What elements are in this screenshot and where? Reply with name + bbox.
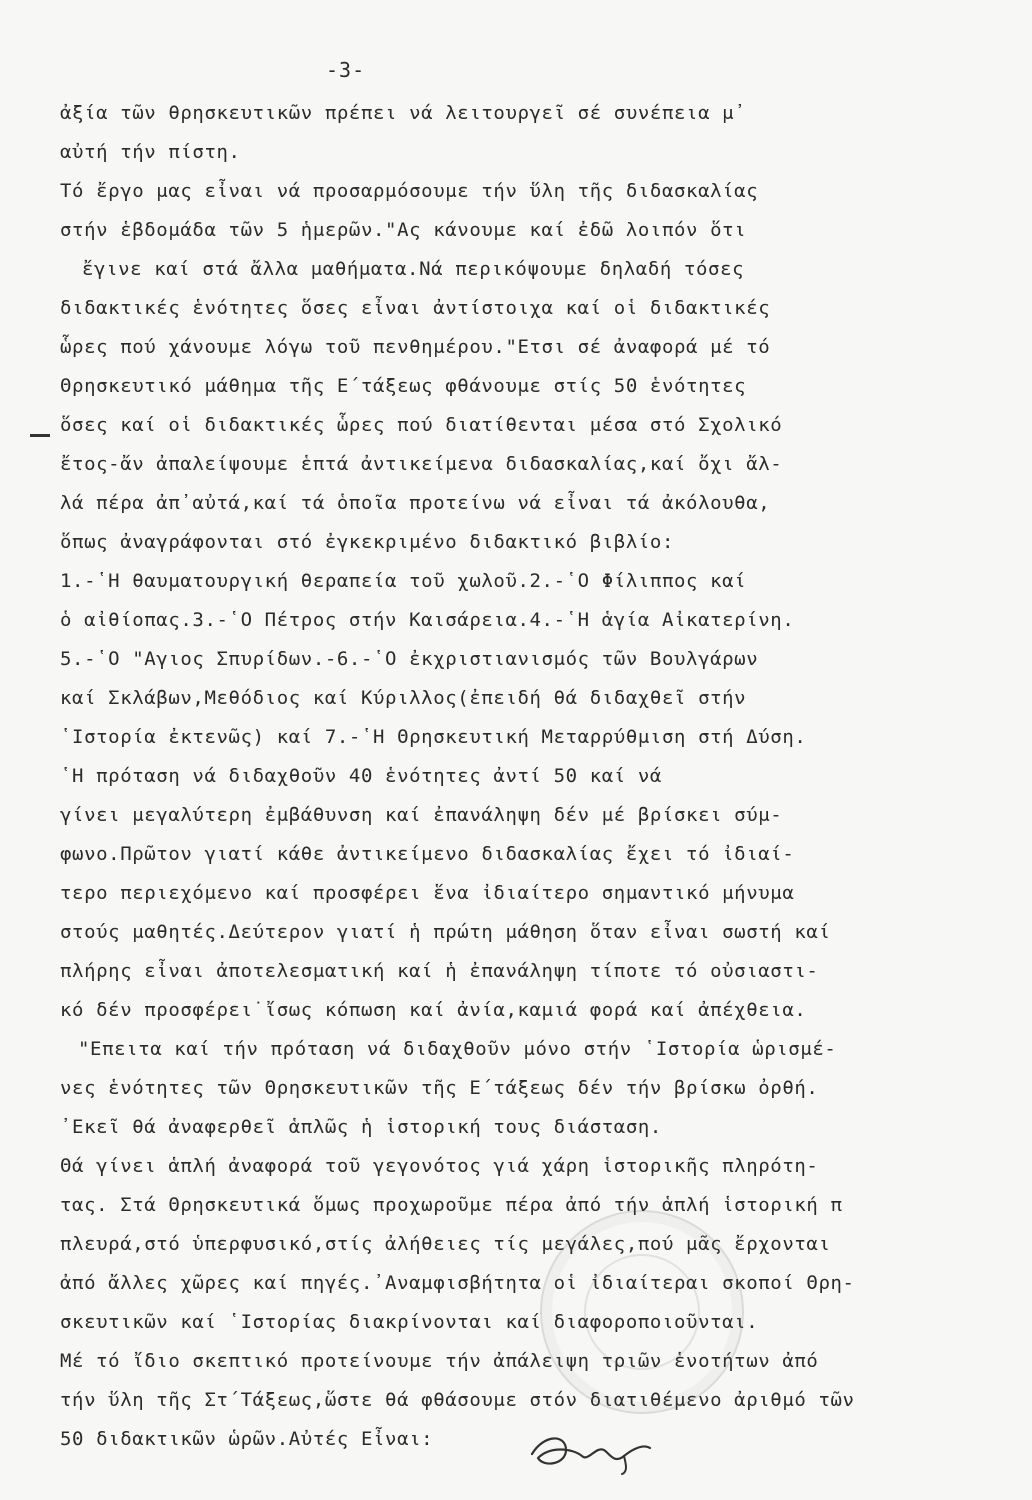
text-line: Θρησκευτικό μάθημα τῆς Ε΄τάξεως φθάνουμε στίς 50 ἑνότητες [60, 375, 747, 397]
text-line: διδακτικές ἑνότητες ὅσες εἶναι ἀντίστοιχα καί οἱ διδακτικές [60, 297, 771, 319]
official-seal-stamp [540, 1210, 744, 1414]
text-line: ὅπως ἀναγράφονται στό ἐγκεκριμένο διδακτικό βιβλίο: [60, 531, 674, 553]
handwritten-signature [526, 1428, 658, 1478]
margin-dash-mark [30, 434, 50, 437]
text-line: ἀπό ἄλλες χῶρες καί πηγές.᾽Αναμφισβήτητα οἱ ἰδιαίτεραι σκοποί Θρη- [60, 1272, 855, 1294]
text-line: κό δέν προσφέρει˙ἴσως κόπωση καί ἀνία,καμιά φορά καί ἀπέχθεια. [60, 999, 807, 1021]
text-line: ᾽Εκεῖ θά ἀναφερθεῖ ἁπλῶς ἡ ἱστορική τους διάσταση. [60, 1116, 662, 1138]
text-line: σκευτικῶν καί ῾Ιστορίας διακρίνονται καί διαφοροποιοῦνται. [60, 1311, 759, 1333]
text-line: λά πέρα ἀπ᾽αὐτά,καί τά ὁποῖα προτείνω νά εἶναι τά ἀκόλουθα, [60, 492, 771, 514]
text-line: ῾Ιστορία ἐκτενῶς) καί 7.-῾Η Θρησκευτική Μεταρρύθμιση στή Δύση. [60, 726, 807, 748]
text-line: Θά γίνει ἁπλή ἀναφορά τοῦ γεγονότος γιά χάρη ἱστορικῆς πληρότη- [60, 1155, 819, 1177]
text-line: 50 διδακτικῶν ὡρῶν.Αὐτές Εἶναι: [60, 1428, 434, 1450]
text-line: ῾Η πρόταση νά διδαχθοῦν 40 ἑνότητες ἀντί 50 καί νά [60, 765, 662, 787]
text-line: ὅσες καί οἱ διδακτικές ὧρες πού διατίθενται μέσα στό Σχολικό [60, 414, 783, 436]
text-line: 1.-῾Η θαυματουργική θεραπεία τοῦ χωλοῦ.2.-῾Ο Φίλιππος καί [60, 570, 747, 592]
text-line: γίνει μεγαλύτερη ἐμβάθυνση καί ἐπανάληψη δέν μέ βρίσκει σύμ- [60, 804, 783, 826]
text-line: στούς μαθητές.Δεύτερον γιατί ἡ πρώτη μάθηση ὅταν εἶναι σωστή καί [60, 921, 831, 943]
text-line: τήν ὕλη τῆς Στ΄Τάξεως,ὥστε θά φθάσουμε στόν διατιθέμενο ἀριθμό τῶν [60, 1389, 855, 1411]
text-line: Τό ἔργο μας εἶναι νά προσαρμόσουμε τήν ὕλη τῆς διδασκαλίας [60, 180, 759, 202]
document-body [60, 94, 990, 1459]
text-line: αὐτή τήν πίστη. [60, 141, 241, 163]
text-line: "Επειτα καί τήν πρόταση νά διδαχθοῦν μόνο στήν ῾Ιστορία ὡρισμέ- [78, 1038, 837, 1060]
page-number: -3- [326, 58, 366, 82]
text-line: πλήρης εἶναι ἀποτελεσματική καί ἡ ἐπανάληψη τίποτε τό οὐσιαστι- [60, 960, 819, 982]
text-line: ἔγινε καί στά ἄλλα μαθήματα.Νά περικόψουμε δηλαδή τόσες [82, 258, 745, 280]
text-line: ἀξία τῶν θρησκευτικῶν πρέπει νά λειτουργεῖ σέ συνέπεια μ᾽ [60, 102, 747, 124]
text-line: τερο περιεχόμενο καί προσφέρει ἕνα ἰδιαίτερο σημαντικό μήνυμα [60, 882, 795, 904]
text-line: καί Σκλάβων,Μεθόδιος καί Κύριλλος(ἐπειδή θά διδαχθεῖ στήν [60, 687, 747, 709]
text-line: ὁ αἰθίοπας.3.-῾Ο Πέτρος στήν Καισάρεια.4.-῾Η ἁγία Αἰκατερίνη. [60, 609, 795, 631]
text-line: ὧρες πού χάνουμε λόγω τοῦ πενθημέρου."Ετσι σέ ἀναφορά μέ τό [60, 336, 771, 358]
text-line: φωνο.Πρῶτον γιατί κάθε ἀντικείμενο διδασκαλίας ἔχει τό ἰδιαί- [60, 843, 795, 865]
text-line: τας. Στά Θρησκευτικά ὅμως προχωροῦμε πέρα ἀπό τήν ἁπλή ἱστορική π [60, 1194, 843, 1216]
text-line: 5.-῾Ο "Αγιος Σπυρίδων.-6.-῾Ο ἐκχριστιανισμός τῶν Βουλγάρων [60, 648, 759, 670]
text-line: νες ἑνότητες τῶν Θρησκευτικῶν τῆς Ε΄τάξεως δέν τήν βρίσκω ὀρθή. [60, 1077, 819, 1099]
text-line: στήν ἑβδομάδα τῶν 5 ἡμερῶν."Ας κάνουμε καί ἐδῶ λοιπόν ὅτι [60, 219, 747, 241]
text-line: Μέ τό ἴδιο σκεπτικό προτείνουμε τήν ἀπάλειψη τριῶν ἑνοτήτων ἀπό [60, 1350, 819, 1372]
text-line: ἔτος-ἄν ἀπαλείψουμε ἑπτά ἀντικείμενα διδασκαλίας,καί ὄχι ἄλ- [60, 453, 783, 475]
text-line: πλευρά,στό ὑπερφυσικό,στίς ἀλήθειες τίς μεγάλες,πού μᾶς ἔρχονται [60, 1233, 831, 1255]
